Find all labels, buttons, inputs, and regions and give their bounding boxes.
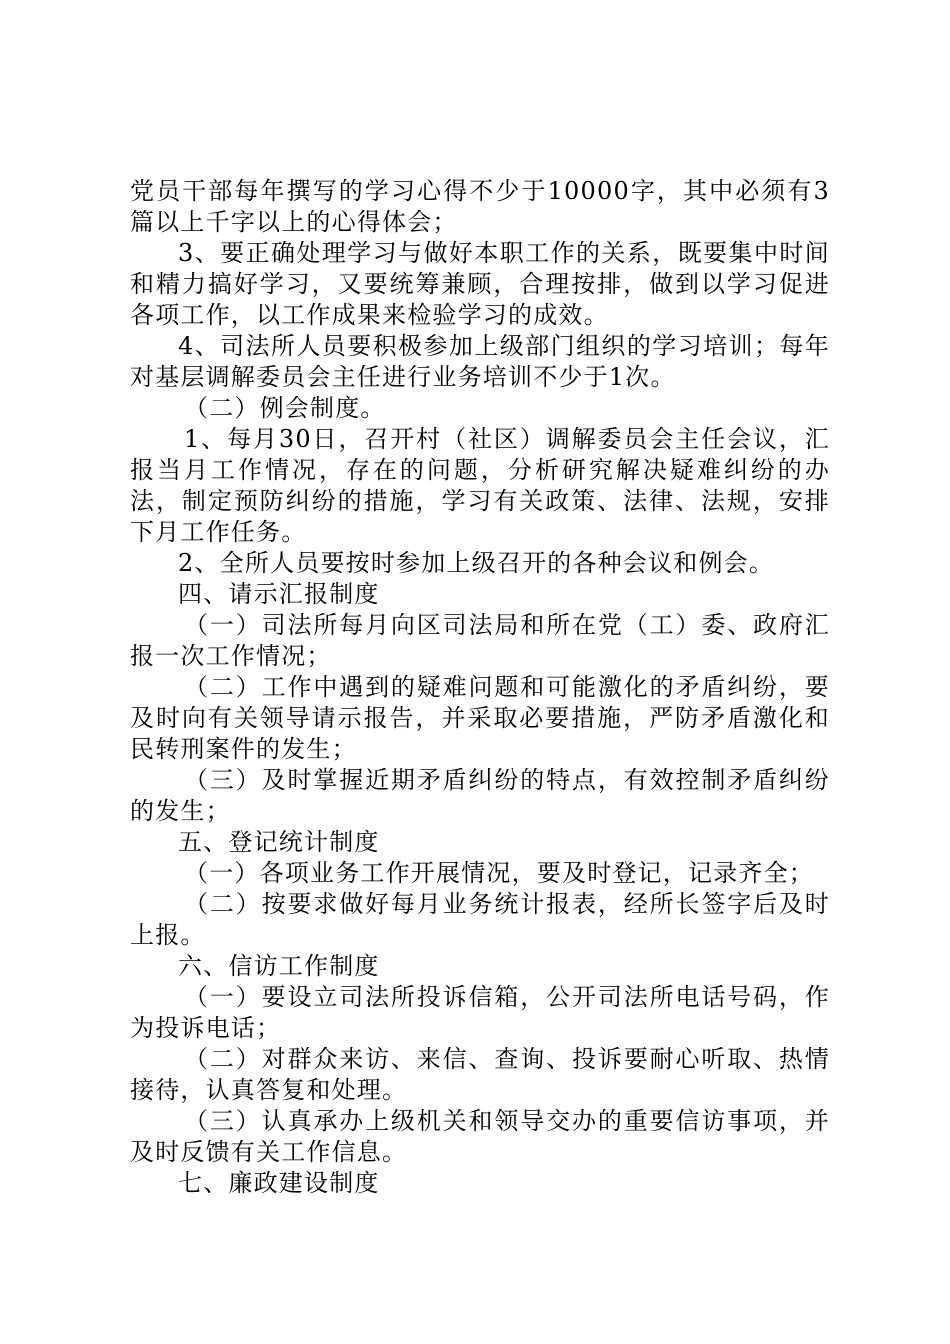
section-heading: 四、请示汇报制度 xyxy=(178,580,380,608)
paragraph: 2、全所人员要按时参加上级召开的各种会议和例会。 xyxy=(178,549,775,577)
paragraph: （一）各项业务工作开展情况，要及时登记，记录齐全； xyxy=(184,859,814,887)
paragraph: （三）及时掌握近期矛盾纠纷的特点，有效控制矛盾纠纷的发生； xyxy=(130,766,830,825)
paragraph: （二）对群众来访、来信、查询、投诉要耐心听取、热情接待，认真答复和处理。 xyxy=(130,1045,830,1104)
paragraph: （二）工作中遇到的疑难问题和可能激化的矛盾纠纷，要及时向有关领导请示报告，并采取必要措施，严防矛盾激化和民转刑案件的发生； xyxy=(130,673,830,763)
section-heading: 六、信访工作制度 xyxy=(178,952,380,980)
paragraph: （二）按要求做好每月业务统计报表，经所长签字后及时上报。 xyxy=(130,890,830,949)
paragraph: 3、要正确处理学习与做好本职工作的关系，既要集中时间和精力搞好学习，又要统筹兼顾，合理按排，做到以学习促进各项工作，以工作成果来检验学习的成效。 xyxy=(130,239,830,329)
paragraph: （三）认真承办上级机关和领导交办的重要信访事项，并及时反馈有关工作信息。 xyxy=(130,1107,830,1166)
paragraph: （一）要设立司法所投诉信箱，公开司法所电话号码，作为投诉电话； xyxy=(130,983,830,1042)
section-subheading: （二）例会制度。 xyxy=(184,394,386,422)
paragraph: （一）司法所每月向区司法局和所在党（工）委、政府汇报一次工作情况； xyxy=(130,611,830,670)
paragraph: 4、司法所人员要积极参加上级部门组织的学习培训；每年对基层调解委员会主任进行业务培训不少于1次。 xyxy=(130,332,830,391)
paragraph: 党员干部每年撰写的学习心得不少于10000字，其中必须有3篇以上千字以上的心得体会； xyxy=(130,177,830,236)
section-heading: 七、廉政建设制度 xyxy=(178,1169,380,1197)
document-body xyxy=(130,176,830,1199)
paragraph: 1、每月30日，召开村（社区）调解委员会主任会议，汇报当月工作情况，存在的问题，分析研究解决疑难纠纷的办法，制定预防纠纷的措施，学习有关政策、法律、法规，安排下月工作任务。 xyxy=(130,425,830,546)
section-heading: 五、登记统计制度 xyxy=(178,828,380,856)
